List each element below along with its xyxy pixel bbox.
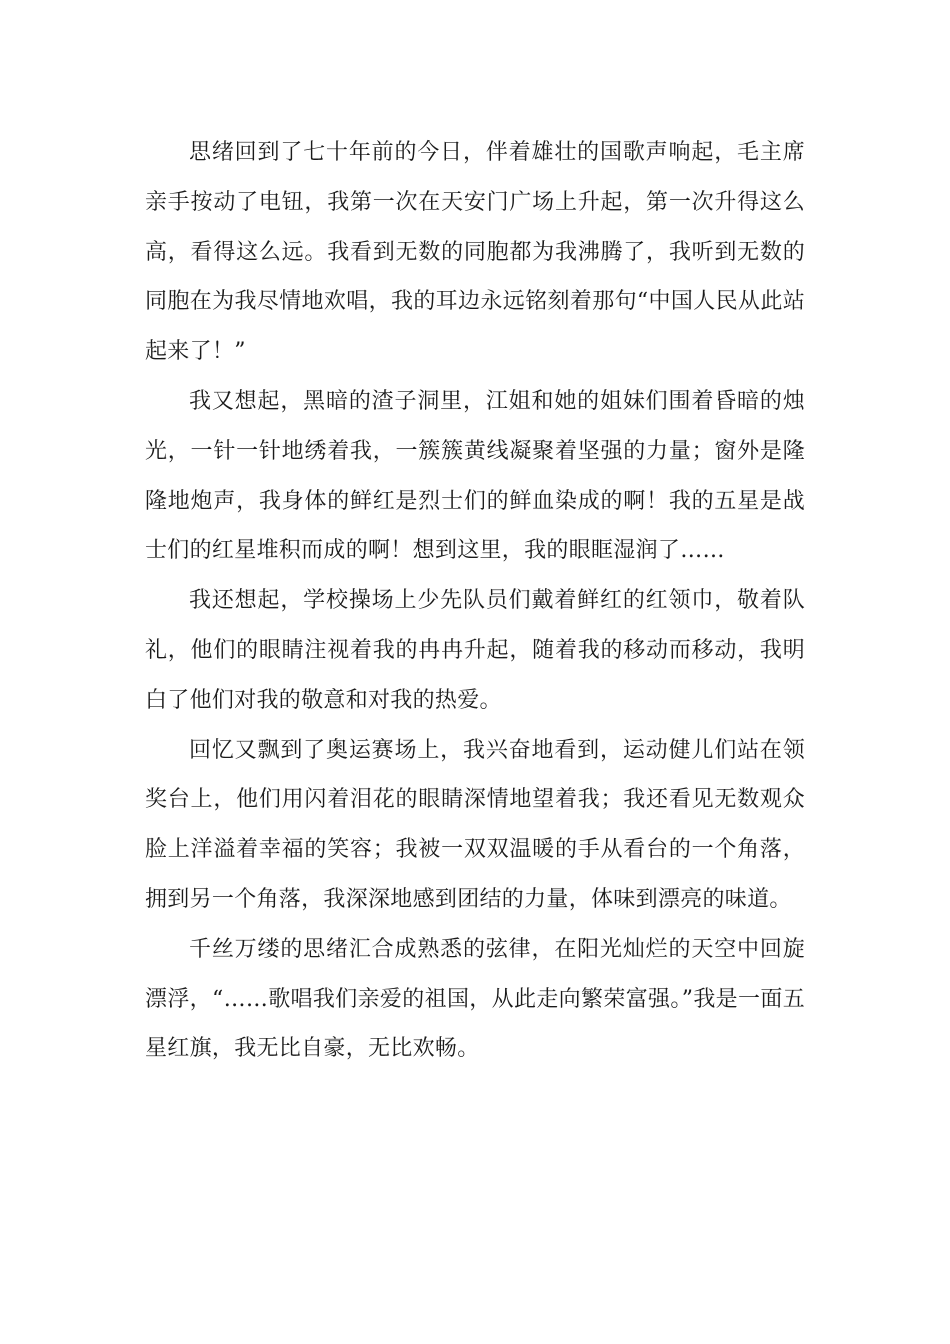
document-body	[145, 128, 805, 1074]
paragraph-4: 回忆又飘到了奥运赛场上，我兴奋地看到，运动健儿们站在领奖台上，他们用闪着泪花的眼睛深情地望着我；我还看见无数观众脸上洋溢着幸福的笑容；我被一双双温暖的手从看台的一个角落，拥到另一个角落，我深深地感到团结的力量，体味到漂亮的味道。	[145, 737, 805, 912]
paragraph-1: 思绪回到了七十年前的今日，伴着雄壮的国歌声响起，毛主席亲手按动了电钮，我第一次在天安门广场上升起，第一次升得这么高，看得这么远。我看到无数的同胞都为我沸腾了，我听到无数的同胞在为我尽情地欢唱，我的耳边永远铭刻着那句“中国人民从此站起来了！”	[145, 140, 805, 365]
paragraph-2: 我又想起，黑暗的渣子洞里，江姐和她的姐妹们围着昏暗的烛光，一针一针地绣着我，一簇簇黄线凝聚着坚强的力量；窗外是隆隆地炮声，我身体的鲜红是烈士们的鲜血染成的啊！我的五星是战士们的红星堆积而成的啊！想到这里，我的眼眶湿润了……	[145, 388, 805, 564]
paragraph-5: 千丝万缕的思绪汇合成熟悉的弦律，在阳光灿烂的天空中回旋漂浮，“……歌唱我们亲爱的祖国，从此走向繁荣富强。”我是一面五星红旗，我无比自豪，无比欢畅。	[145, 936, 805, 1062]
paragraph-3: 我还想起，学校操场上少先队员们戴着鲜红的红领巾，敬着队礼，他们的眼睛注视着我的冉冉升起，随着我的移动而移动，我明白了他们对我的敬意和对我的热爱。	[145, 588, 805, 713]
